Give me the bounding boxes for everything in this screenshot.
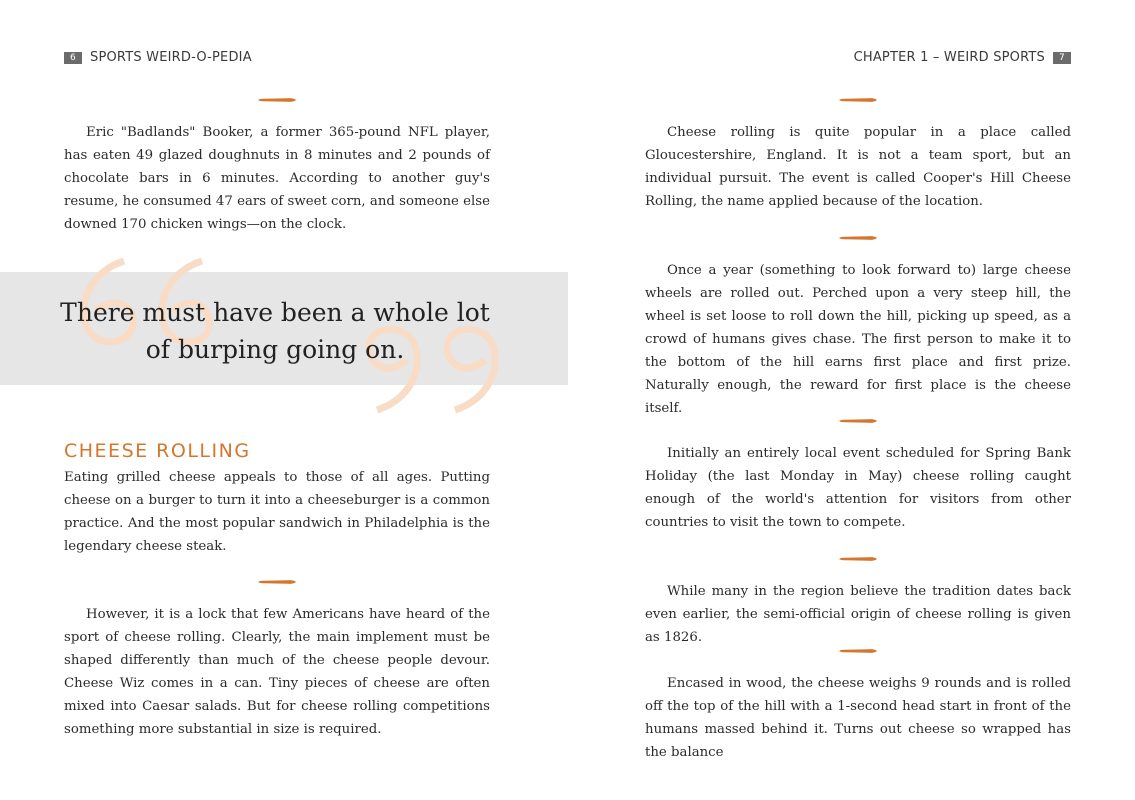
intro-paragraph: Eric "Badlands" Booker, a former 365-pound NFL player, has eaten 49 glazed doughnuts in 8 minutes and 2 pounds of chocolate bars in 6 minutes. According to another guy's resume, he consumed 47 ears of sweet corn, and someone else downed 170 chicken wings—on the clock. — [64, 125, 490, 232]
section-paragraph-2: However, it is a lock that few Americans have heard of the sport of cheese rolling. Clearly, the main implement must be shaped differently than much of the cheese people devour. Cheese Wiz comes in a can. Tiny pieces of cheese are often mixed into Caesar salads. But for cheese rolling competitions something more substantial in size is required. — [64, 607, 490, 737]
right-page — [567, 0, 1135, 800]
right-paragraph-3: Initially an entirely local event scheduled for Spring Bank Holiday (the last Monday in May) cheese rolling caught enough of the world's attention for visitors from other countries to visit the town to compete. — [645, 446, 1071, 530]
section-heading: CHEESE ROLLING — [64, 440, 251, 462]
right-page-number: 7 — [1053, 52, 1071, 64]
right-paragraph-1: Cheese rolling is quite popular in a place called Gloucestershire, England. It is not a team sport, but an individual pursuit. The event is called Cooper's Hill Cheese Rolling, the name applied because of the location. — [645, 125, 1071, 209]
right-paragraph-5: Encased in wood, the cheese weighs 9 rounds and is rolled off the top of the hill with a 1-second head start in front of the humans massed behind it. Turns out cheese so wrapped has the balance — [645, 676, 1071, 760]
left-page — [0, 0, 567, 800]
pull-quote: There must have been a whole lot of burping going on. — [60, 298, 490, 364]
right-running-head — [854, 50, 1071, 65]
bat-ornament-icon — [839, 648, 877, 654]
right-paragraph-4: While many in the region believe the tradition dates back even earlier, the semi-official origin of cheese rolling is given as 1826. — [645, 584, 1071, 645]
bat-ornament-icon — [839, 418, 877, 424]
left-page-number: 6 — [64, 52, 82, 64]
bat-ornament-icon — [258, 579, 296, 585]
right-paragraph-2: Once a year (something to look forward to) large cheese wheels are rolled out. Perched upon a very steep hill, the wheel is set loose to roll down the hill, picking up speed, as a crowd of humans gives chase. The first person to make it to the bottom of the hill earns first place and first prize. Naturally enough, the reward for first place is the cheese itself. — [645, 263, 1071, 416]
left-running-title: SPORTS WEIRD-O-PEDIA — [90, 50, 252, 65]
right-running-title: CHAPTER 1 – WEIRD SPORTS — [853, 50, 1045, 65]
bat-ornament-icon — [839, 235, 877, 241]
section-paragraph-1: Eating grilled cheese appeals to those of all ages. Putting cheese on a burger to turn it into a cheeseburger is a common practice. And the most popular sandwich in Philadelphia is the legendary cheese steak. — [64, 470, 490, 554]
left-running-head — [64, 50, 252, 65]
bat-ornament-icon — [258, 97, 296, 103]
bat-ornament-icon — [839, 556, 877, 562]
bat-ornament-icon — [839, 97, 877, 103]
